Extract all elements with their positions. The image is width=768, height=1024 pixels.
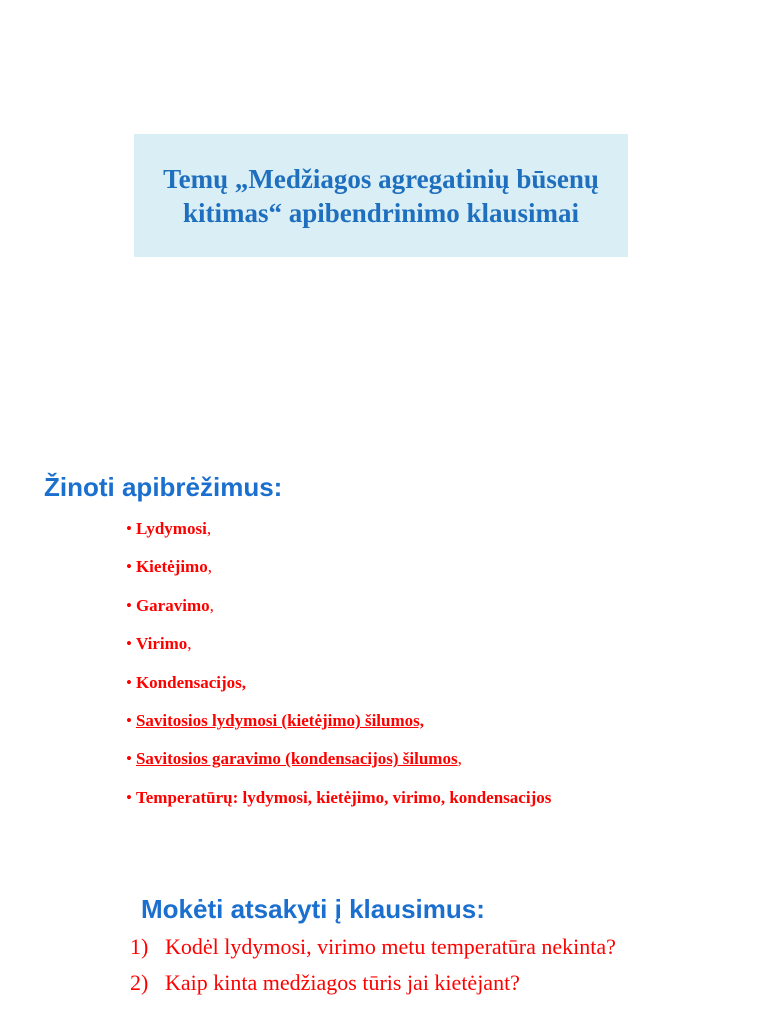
list-item: [126, 707, 551, 745]
list-item: [126, 669, 551, 707]
definition-term: Temperatūrų: lydymosi, kietėjimo, virimo, kondensacijos: [135, 787, 552, 807]
definition-term: Lydymosi: [135, 519, 207, 538]
definition-term: Kondensacijos,: [135, 672, 246, 692]
page-title: Temų „Medžiagos agregatinių būsenų kitimas“ apibendrinimo klausimai: [163, 163, 599, 228]
bullet: •: [126, 749, 132, 769]
bullet: •: [126, 787, 132, 807]
definitions-heading: Žinoti apibrėžimus:: [44, 472, 283, 502]
bullet: •: [126, 557, 132, 577]
definition-suffix: ,: [207, 557, 212, 577]
definitions-list: [126, 515, 551, 822]
bullet: •: [126, 519, 132, 538]
definition-term: Garavimo: [135, 595, 210, 615]
definition-suffix: ,: [209, 595, 214, 615]
definition-suffix: ,: [206, 519, 212, 538]
question-item: [130, 930, 730, 963]
definition-term: Kietėjimo: [135, 557, 208, 577]
definition-term: Savitosios garavimo (kondensacijos) šilumos: [135, 749, 458, 769]
definition-suffix: ,: [187, 634, 192, 654]
title-box: [134, 134, 628, 257]
bullet: •: [126, 672, 132, 692]
question-number: 2): [130, 970, 149, 995]
bullet: •: [126, 710, 132, 730]
list-item: [126, 515, 551, 553]
list-item: [126, 553, 551, 591]
question-text: Kodėl lydymosi, virimo metu temperatūra nekinta?: [165, 934, 616, 959]
definition-term: Savitosios lydymosi (kietėjimo) šilumos,: [135, 710, 425, 730]
definition-suffix: ,: [457, 749, 462, 769]
bullet: •: [126, 634, 132, 654]
list-item: [126, 745, 551, 783]
question-number: 1): [130, 934, 149, 959]
list-item: [126, 784, 551, 822]
bullet: •: [126, 595, 132, 615]
question-text: Kaip kinta medžiagos tūris jai kietėjant?: [165, 970, 520, 995]
definition-term: Virimo: [135, 634, 188, 654]
list-item: [126, 630, 551, 668]
question-item: [130, 966, 730, 999]
questions-list: [130, 930, 730, 1002]
list-item: [126, 592, 551, 630]
questions-heading: Mokėti atsakyti į klausimus:: [141, 894, 485, 924]
